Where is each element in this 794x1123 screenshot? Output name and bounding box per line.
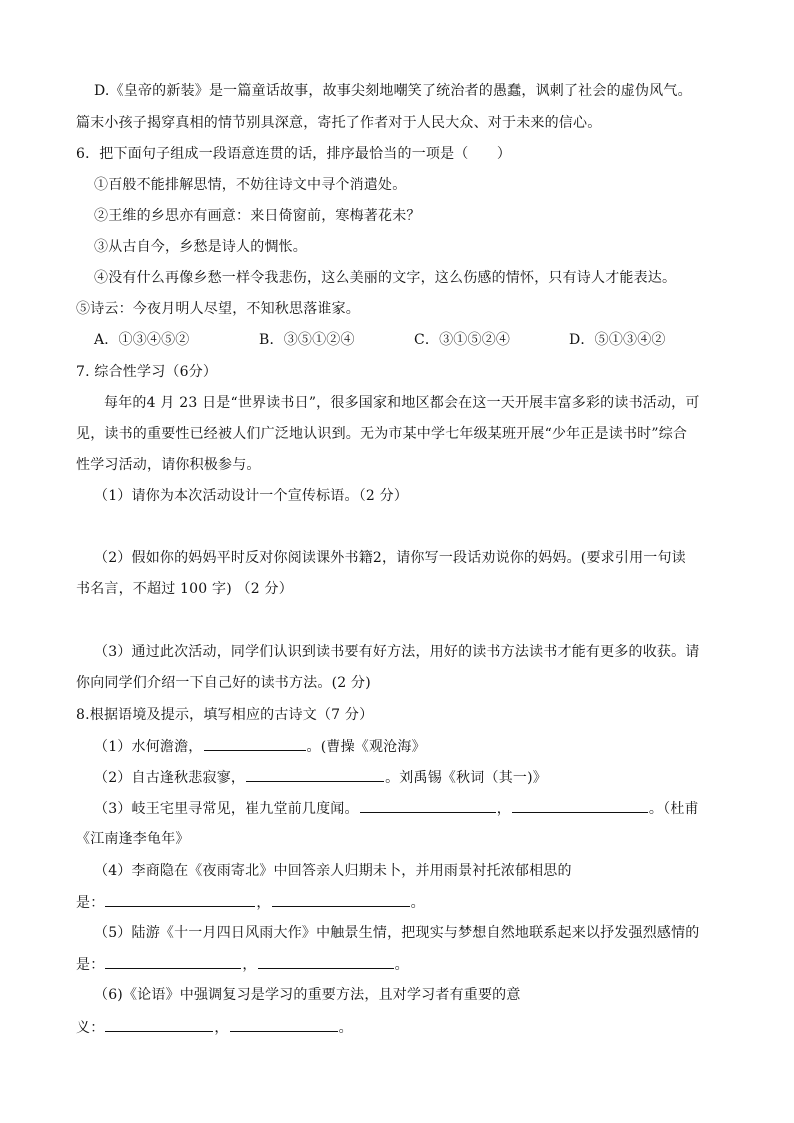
q8-s2-source: 。刘禹锡《秋词（其一)》	[385, 770, 547, 786]
q8-s1-blank[interactable]	[204, 736, 306, 751]
q8-s3-blank-2[interactable]	[512, 798, 648, 813]
q5-option-d-line2: 篇末小孩子揭穿真相的情节别具深意，寄托了作者对于人民大众、对于未来的信心。	[76, 115, 602, 131]
q8-s5-line1: （5）陆游《十一月四日风雨大作》中触景生情，把现实与梦想自然地联系起来以抒发强烈感情的	[94, 925, 700, 941]
q8-s3-line2: 《江南逢李龟年》	[76, 831, 190, 847]
q6-option-a[interactable]: A．①③④⑤②	[94, 332, 190, 348]
q8-title: 8.根据语境及提示，填写相应的古诗文（7 分）	[76, 707, 374, 723]
q8-s5-prefix: 是：	[76, 957, 105, 973]
q8-s3-source: 。（杜甫	[648, 801, 699, 817]
q6-stem: 6．把下面句子组成一段语意连贯的话，排序最恰当的一项是（ ）	[76, 146, 512, 162]
q8-s3-blank-1[interactable]	[360, 798, 496, 813]
q8-s2	[94, 767, 547, 788]
q8-s5-blank-1[interactable]	[105, 954, 241, 969]
q8-s6-answer	[76, 1017, 353, 1038]
q8-s4-answer	[76, 892, 425, 913]
q7-title: 7. 综合性学习（6分）	[76, 364, 218, 380]
q8-s4-comma: ，	[256, 895, 271, 911]
q8-s4-period: 。	[410, 895, 425, 911]
q6-item-5: ⑤诗云：今夜月明人尽望，不知秋思落谁家。	[76, 301, 360, 317]
q7-sub2-line1: （2）假如你的妈妈平时反对你阅读课外书籍2，请你写一段话劝说你的妈妈。(要求引用一句读	[94, 550, 686, 566]
q7-sub2-line2: 书名言，不超过 100 字) （2 分）	[76, 581, 293, 597]
q6-item-4: ④没有什么再像乡愁一样令我悲伤，这么美丽的文字，这么伤感的情怀，只有诗人才能表达。	[94, 270, 677, 286]
q8-s4-prefix: 是：	[76, 895, 105, 911]
q8-s6-blank-1[interactable]	[105, 1017, 213, 1032]
q7-sub3-line1: （3）通过此次活动，同学们认识到读书要有好方法，用好的读书方法读书才能有更多的收获。请	[94, 644, 700, 660]
q6-item-1: ①百般不能排解思情，不妨往诗文中寻个消遣处。	[94, 177, 407, 193]
q6-option-d[interactable]: D．⑤①③④②	[569, 332, 666, 348]
q8-s6-blank-2[interactable]	[230, 1017, 338, 1032]
q8-s4-blank-1[interactable]	[105, 892, 255, 907]
q8-s5-period: 。	[394, 957, 409, 973]
q8-s5-comma: ，	[242, 957, 257, 973]
q6-option-c[interactable]: C．③①⑤②④	[414, 332, 511, 348]
q7-sub3-line2: 你向同学们介绍一下自己好的读书方法。(2 分)	[76, 675, 371, 691]
q6-options	[94, 330, 666, 350]
q8-s4-line1: （4）李商隐在《夜雨寄北》中回答亲人归期未卜，并用雨景衬托浓郁相思的	[94, 863, 572, 879]
q8-s1-source: 。(曹操《观沧海》	[306, 739, 426, 755]
q7-intro-line1: 每年的4 月 23 日是“世界读书日”，很多国家和地区都会在这一天开展丰富多彩的读书活动，可	[104, 395, 700, 411]
q8-s3-prompt: （3）岐王宅里寻常见，崔九堂前几度闻。	[94, 801, 359, 817]
q5-option-d-line1: D.《皇帝的新装》是一篇童话故事，故事尖刻地嘲笑了统治者的愚蠢，讽刺了社会的虚伪风气。	[94, 83, 692, 99]
q7-intro-line2: 见，读书的重要性已经被人们广泛地认识到。无为市某中学七年级某班开展“少年正是读书时”综合	[76, 426, 688, 442]
q7-sub1: （1）请你为本次活动设计一个宣传标语。（2 分）	[94, 488, 409, 504]
q8-s1-prompt: （1）水何澹澹，	[94, 739, 203, 755]
q8-s2-prompt: （2）自古逢秋悲寂寥，	[94, 770, 246, 786]
q8-s6-period: 。	[338, 1020, 353, 1036]
q8-s6-line1: （6)《论语》中强调复习是学习的重要方法，且对学习者有重要的意	[94, 987, 521, 1003]
q8-s5-answer	[76, 954, 409, 975]
q6-item-3: ③从古自今，乡愁是诗人的惆怅。	[94, 239, 307, 255]
q8-s4-blank-2[interactable]	[272, 892, 410, 907]
q8-s5-blank-2[interactable]	[258, 954, 394, 969]
q6-item-2: ②王维的乡思亦有画意：来日倚窗前，寒梅著花未？	[94, 208, 421, 224]
q8-s6-prefix: 义：	[76, 1020, 105, 1036]
q8-s1	[94, 736, 426, 757]
q8-s6-comma: ，	[214, 1020, 229, 1036]
q8-s3	[94, 798, 699, 819]
q6-option-b[interactable]: B．③⑤①②④	[259, 332, 355, 348]
q8-s3-comma: ，	[496, 801, 511, 817]
q7-intro-line3: 性学习活动，请你积极参与。	[76, 457, 261, 473]
q8-s2-blank[interactable]	[246, 767, 384, 782]
